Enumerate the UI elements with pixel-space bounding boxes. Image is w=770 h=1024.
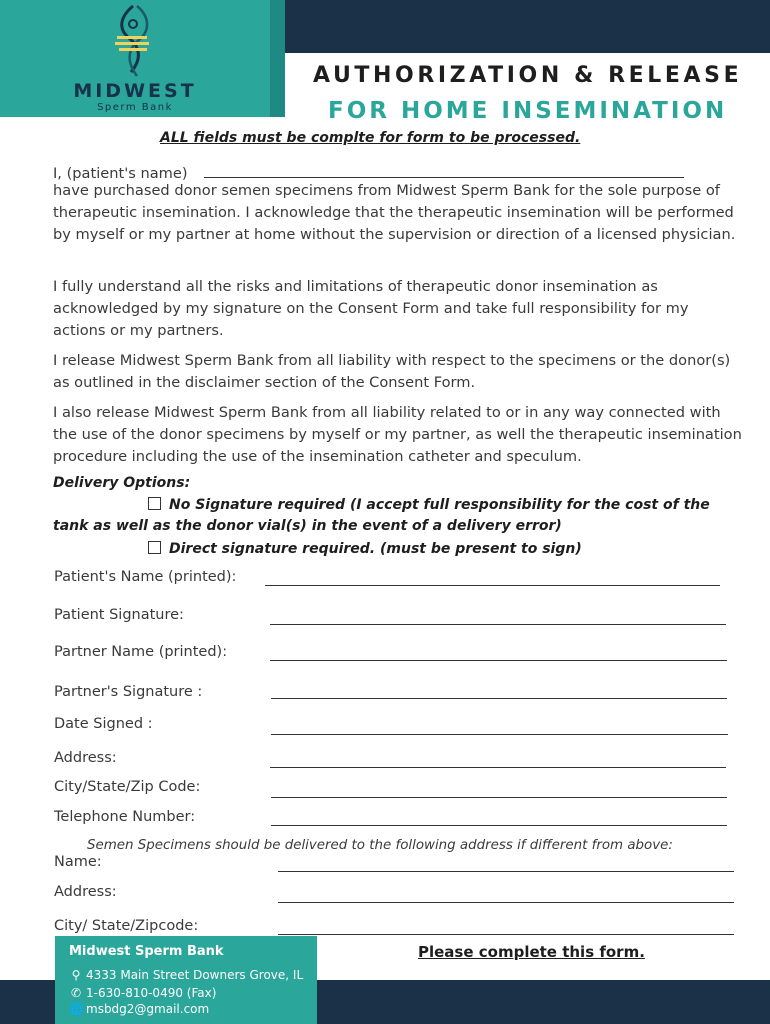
logo-panel (0, 0, 270, 117)
footer-address-row (69, 968, 303, 982)
patient-signature-label: Patient Signature: (54, 607, 184, 623)
paragraph-risks: I fully understand all the risks and limitations of therapeutic donor insemination as acknowledged by my signature on the Consent Form and take full responsibility for my actions or my partners. (53, 278, 689, 339)
logo-icon (103, 2, 163, 82)
header-band (285, 0, 770, 53)
footer-fax-row (69, 986, 216, 1000)
address-field[interactable] (270, 767, 726, 768)
patient-name-field[interactable] (265, 585, 720, 586)
form-title-line1: AUTHORIZATION & RELEASE (313, 63, 743, 88)
patient-name-label: Patient's Name (printed): (54, 569, 237, 585)
footer-address: 4333 Main Street Downers Grove, IL (86, 968, 304, 982)
footer-email[interactable]: msbdg2@gmail.com (86, 1002, 210, 1016)
city-state-zip-field[interactable] (271, 797, 727, 798)
logo-subtitle: Sperm Bank (97, 102, 173, 113)
address-label: Address: (54, 750, 117, 766)
delivery-city-label: City/ State/Zipcode: (54, 918, 199, 934)
footer-contact-box (55, 936, 317, 1024)
logo-stripe (270, 0, 285, 117)
patient-name-prefix: I, (patient's name) (53, 165, 188, 182)
no-signature-label-continued: tank as well as the donor vial(s) in the event of a delivery error) (53, 518, 562, 534)
paragraph-release-liability: I also release Midwest Sperm Bank from all liability related to or in any way connected with the use of the donor specimens by myself or my partner, as well the therapeutic insemination procedure including the use of the insemination catheter and speculum. (53, 404, 742, 465)
delivery-option-no-signature (148, 497, 710, 513)
date-signed-label: Date Signed : (54, 716, 153, 732)
delivery-option-direct-signature (148, 541, 582, 557)
partner-signature-label: Partner's Signature : (54, 684, 203, 700)
no-signature-label: No Signature required (I accept full responsibility for the cost of the (169, 497, 710, 513)
delivery-name-field[interactable] (278, 871, 734, 872)
globe-icon: 🌐 (69, 1002, 84, 1016)
partner-name-label: Partner Name (printed): (54, 644, 228, 660)
footer-email-row (69, 1002, 209, 1016)
delivery-address-note: Semen Specimens should be delivered to the following address if different from above: (87, 838, 673, 853)
footer-fax: 1-630-810-0490 (Fax) (86, 986, 217, 1000)
telephone-label: Telephone Number: (54, 809, 196, 825)
required-fields-note: ALL fields must be complte for form to be processed. (160, 130, 581, 146)
direct-signature-checkbox[interactable] (148, 541, 161, 554)
phone-icon: ✆ (70, 986, 82, 1000)
patient-signature-field[interactable] (270, 624, 726, 625)
location-pin-icon: ⚲ (71, 968, 81, 982)
delivery-city-field[interactable] (278, 934, 734, 935)
partner-signature-field[interactable] (271, 698, 727, 699)
form-title-line2: FOR HOME INSEMINATION (328, 98, 728, 124)
telephone-field[interactable] (271, 825, 727, 826)
footer-company: Midwest Sperm Bank (69, 944, 224, 959)
date-signed-field[interactable] (271, 734, 728, 735)
direct-signature-label: Direct signature required. (must be present to sign) (169, 541, 582, 557)
city-state-zip-label: City/State/Zip Code: (54, 779, 201, 795)
delivery-name-label: Name: (54, 854, 102, 870)
logo-name: MIDWEST (73, 80, 197, 102)
paragraph-release-specimens: I release Midwest Sperm Bank from all liability with respect to the specimens or the donor(s) as outlined in the disclaimer section of the Consent Form. (53, 352, 731, 391)
delivery-options-heading: Delivery Options: (53, 475, 191, 491)
no-signature-checkbox[interactable] (148, 497, 161, 510)
paragraph-purchase: have purchased donor semen specimens from Midwest Sperm Bank for the sole purpose of therapeutic insemination. I acknowledge that the therapeutic insemination will be performed by myself or my partner at home without the supervision or direction of a licensed physician. (53, 182, 736, 243)
patient-name-blank[interactable] (204, 166, 684, 178)
delivery-address-label: Address: (54, 884, 117, 900)
please-complete-note: Please complete this form. (418, 943, 645, 961)
partner-name-field[interactable] (270, 660, 727, 661)
delivery-address-field[interactable] (278, 902, 734, 903)
